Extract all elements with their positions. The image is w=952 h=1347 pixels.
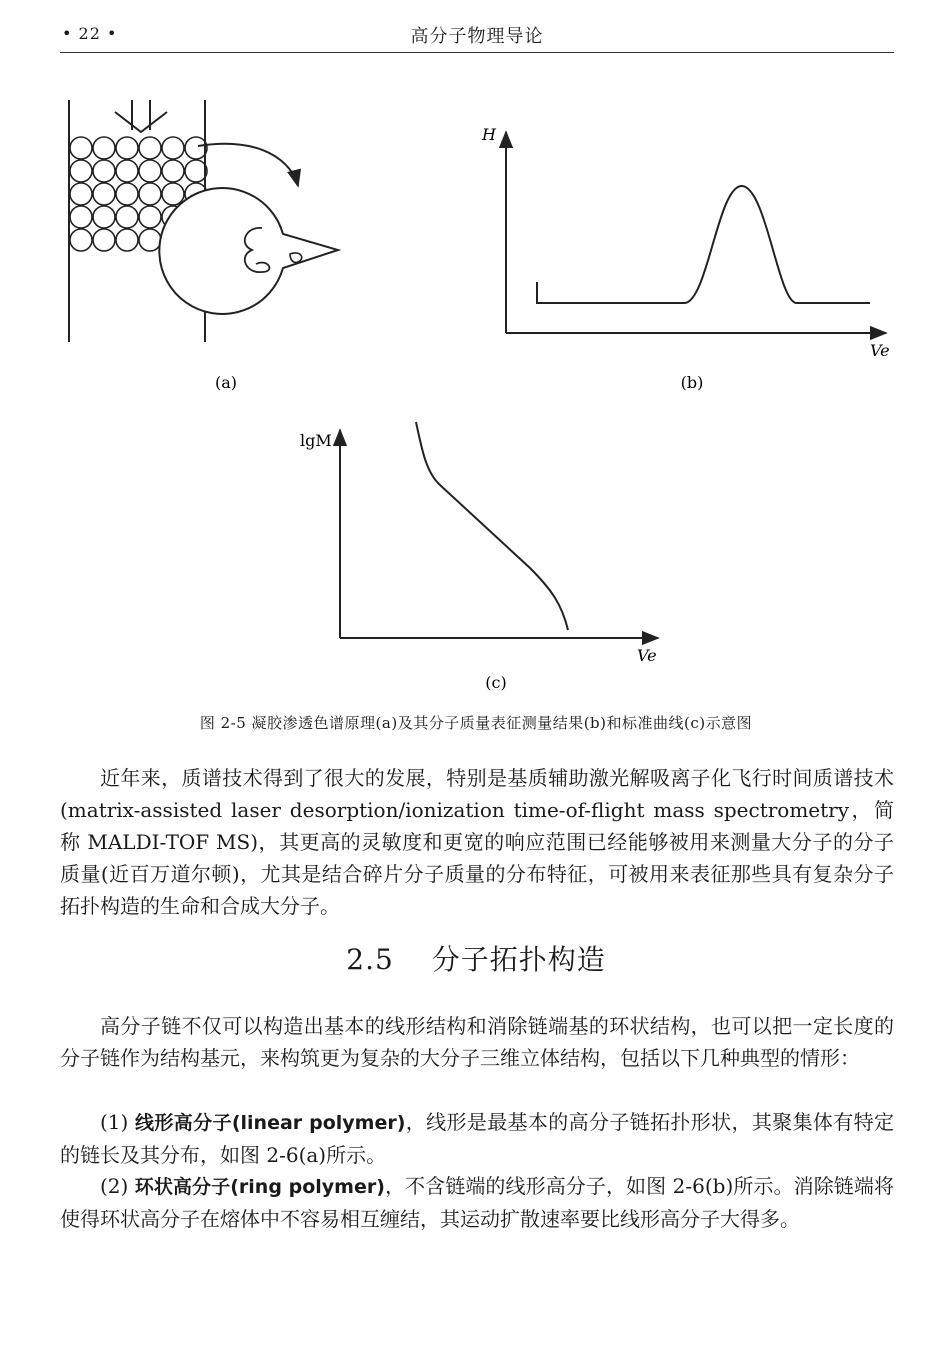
chromatogram-peak — [537, 186, 870, 303]
b-x-axis-label: Ve — [870, 341, 890, 360]
panel-b-label: (b) — [680, 373, 704, 392]
panel-a-label: (a) — [214, 373, 238, 392]
paragraph-topology: 高分子链不仅可以构造出基本的线形结构和消除链端基的环状结构，也可以把一定长度的分子链作为结构基元，来构筑更为复杂的大分子三维立体结构，包括以下几种典型的情形： — [60, 1014, 894, 1070]
elution-arrow — [198, 144, 298, 186]
gel-bead — [139, 183, 161, 205]
item-number: (1) — [100, 1110, 136, 1134]
gel-bead — [139, 137, 161, 159]
gel-bead — [139, 206, 161, 228]
gel-bead — [116, 183, 138, 205]
page-number: • 22 • — [62, 24, 118, 43]
section-title: 分子拓扑构造 — [431, 943, 606, 976]
gel-bead — [139, 229, 161, 251]
term-linear-polymer: 线形高分子(linear polymer) — [135, 1112, 406, 1134]
gel-bead — [162, 137, 184, 159]
gel-bead — [70, 183, 92, 205]
gel-bead — [116, 229, 138, 251]
gel-bead — [93, 137, 115, 159]
section-heading — [0, 938, 952, 978]
paragraph-linear — [60, 1106, 894, 1171]
section-number: 2.5 — [346, 943, 394, 976]
gel-bead — [162, 183, 184, 205]
gel-bead — [116, 160, 138, 182]
book-title: 高分子物理导论 — [410, 26, 544, 47]
item-text: ，不含链端的线形高分子，如图 2-6(b)所示。消除链端将使得环状高分子在熔体中不容易相互缠结，其运动扩散速率要比线形高分子大得多。 — [60, 1174, 894, 1231]
gel-bead — [93, 160, 115, 182]
c-x-axis-label: Ve — [637, 646, 657, 665]
gel-bead — [116, 206, 138, 228]
gel-bead — [70, 137, 92, 159]
gel-bead — [185, 160, 207, 182]
paragraph-maldi: 近年来，质谱技术得到了很大的发展，特别是基质辅助激光解吸离子化飞行时间质谱技术(matrix-assisted laser desorption/ionization time-of-flight mass spectrometry，简称 MALDI-TOF MS)，其更高的灵敏度和更宽的响应范围已经能够被用来测量大分子的分子质量(近百万道尔顿)，尤其是结合碎片分子质量的分布特征，可被用来表征那些具有复杂分子拓扑构造的生命和合成大分子。 — [60, 766, 894, 918]
item-text: ，线形是最基本的高分子链拓扑形状，其聚集体有特定的链长及其分布，如图 2-6(a)所示。 — [60, 1110, 895, 1167]
item-number: (2) — [100, 1174, 135, 1198]
panel-c-axes — [340, 430, 658, 638]
c-y-axis-label: lgM — [300, 431, 332, 450]
gel-bead — [70, 229, 92, 251]
pore-particle — [159, 188, 338, 314]
gel-bead — [139, 160, 161, 182]
gel-bead — [185, 137, 207, 159]
gel-bead — [93, 183, 115, 205]
panel-c-label: (c) — [485, 673, 507, 692]
gel-bead — [70, 206, 92, 228]
gel-bead — [93, 229, 115, 251]
paragraph-ring — [60, 1170, 894, 1235]
b-y-axis-label: H — [482, 125, 496, 144]
gel-bead — [93, 206, 115, 228]
term-ring-polymer: 环状高分子(ring polymer) — [134, 1176, 385, 1198]
calibration-curve — [416, 422, 568, 630]
figure-caption: 图 2-5 凝胶渗透色谱原理(a)及其分子质量表征测量结果(b)和标准曲线(c)示意图 — [199, 714, 753, 732]
gel-bead — [70, 160, 92, 182]
gel-bead — [162, 160, 184, 182]
gel-bead — [116, 137, 138, 159]
